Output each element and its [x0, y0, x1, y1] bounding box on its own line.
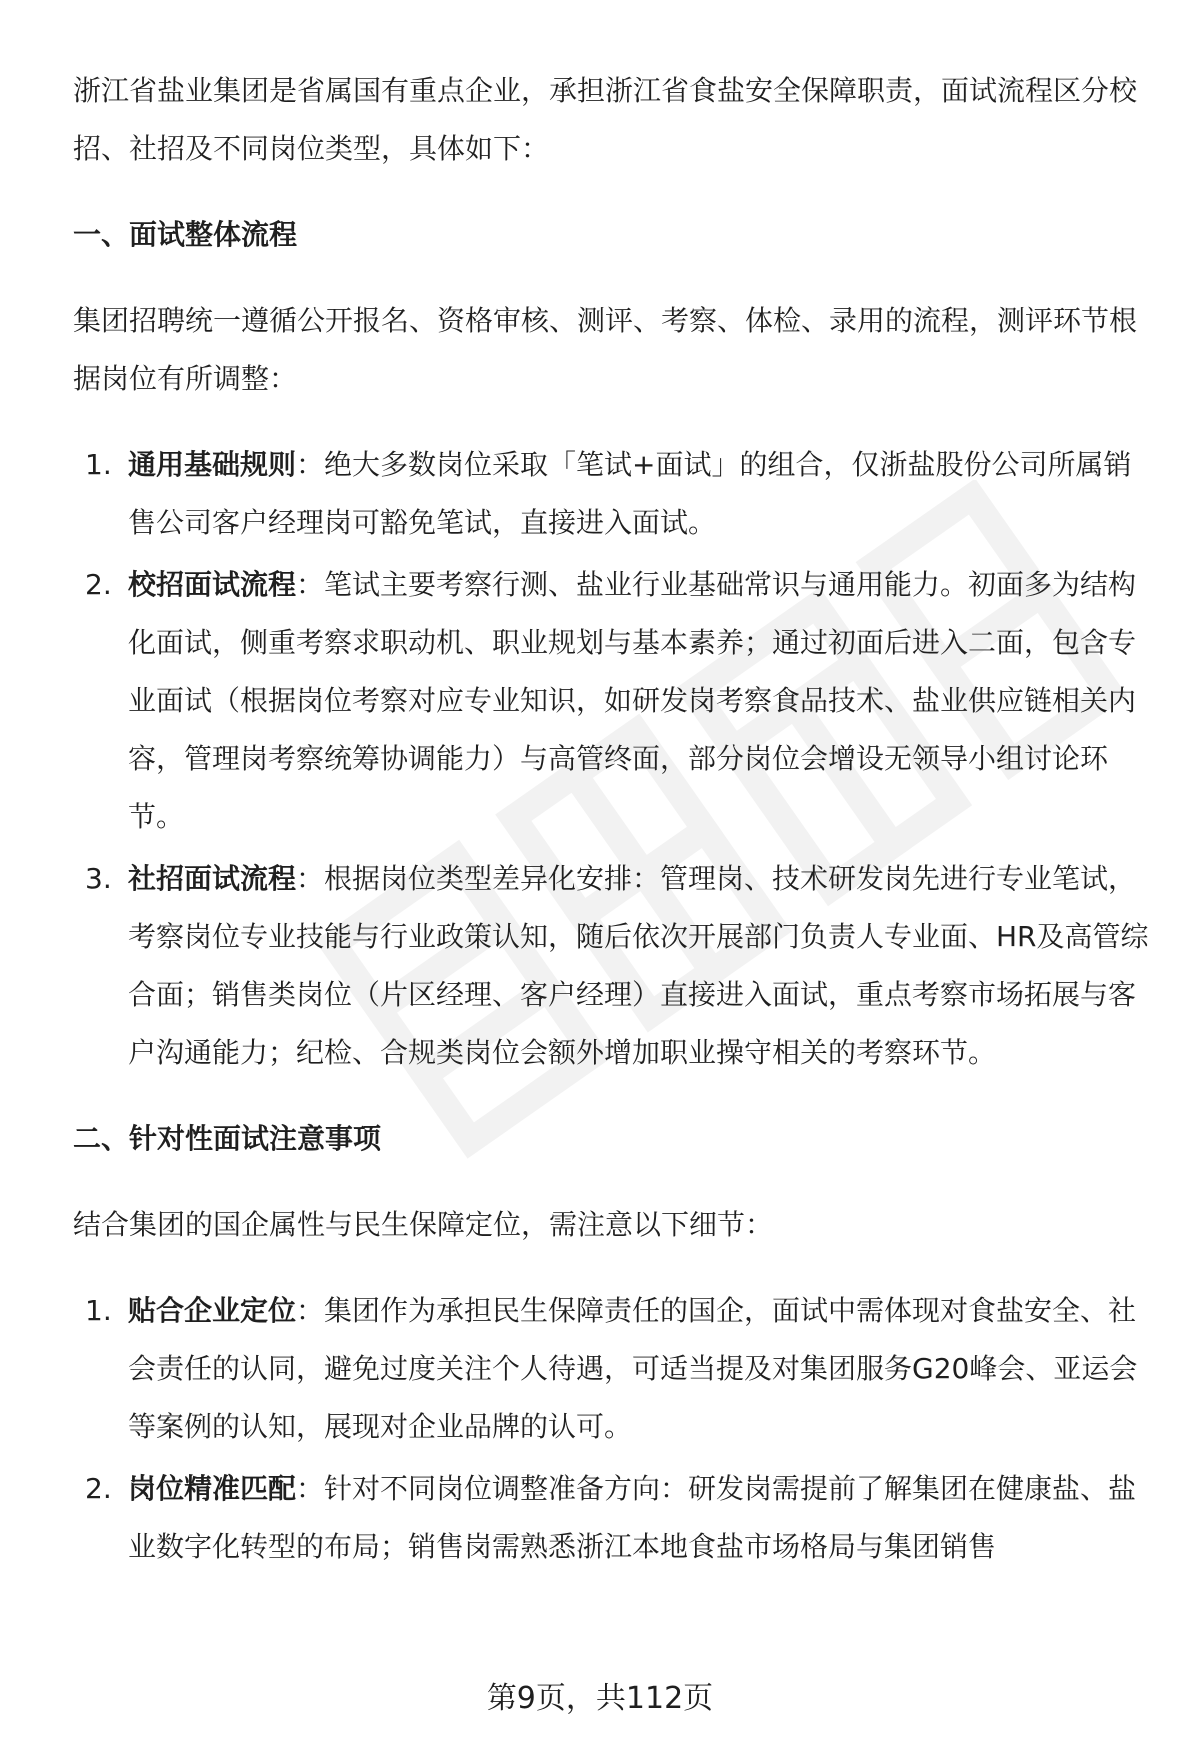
list-item	[73, 556, 1153, 846]
list-text: ：根据岗位类型差异化安排：管理岗、技术研发岗先进行专业笔试，考察岗位专业技能与行业政策认知，随后依次开展部门负责人专业面、HR及高管综合面；销售类岗位（片区经理、客户经理）直接进入面试，重点考察市场拓展与客户沟通能力；纪检、合规类岗位会额外增加职业操守相关的考察环节。	[128, 862, 1149, 1069]
list-term: 社招面试流程	[128, 862, 297, 895]
section1-list	[73, 436, 1153, 1082]
page-footer: 第9页，共112页	[0, 1675, 1200, 1723]
list-text: ：绝大多数岗位采取「笔试+面试」的组合，仅浙盐股份公司所属销售公司客户经理岗可豁免笔试，直接进入面试。	[128, 448, 1132, 539]
list-term: 通用基础规则	[128, 448, 297, 481]
section1-intro: 集团招聘统一遵循公开报名、资格审核、测评、考察、体检、录用的流程，测评环节根据岗位有所调整：	[73, 304, 1138, 395]
section2-heading: 二、针对性面试注意事项	[73, 1122, 382, 1155]
list-term: 校招面试流程	[128, 568, 297, 601]
document-page	[73, 62, 1153, 1604]
list-number: 2.	[85, 568, 112, 601]
list-text: ：针对不同岗位调整准备方向：研发岗需提前了解集团在健康盐、盐业数字化转型的布局；销售岗需熟悉浙江本地食盐市场格局与集团销售	[128, 1472, 1137, 1563]
list-number: 1.	[85, 1294, 112, 1327]
list-item	[73, 436, 1153, 552]
list-number: 2.	[85, 1472, 112, 1505]
list-item	[73, 850, 1153, 1082]
list-number: 1.	[85, 448, 112, 481]
list-item	[73, 1460, 1153, 1576]
section1-heading: 一、面试整体流程	[73, 218, 298, 251]
list-term: 贴合企业定位	[128, 1294, 297, 1327]
list-text: ：笔试主要考察行测、盐业行业基础常识与通用能力。初面多为结构化面试，侧重考察求职动机、职业规划与基本素养；通过初面后进入二面，包含专业面试（根据岗位考察对应专业知识，如研发岗考察食品技术、盐业供应链相关内容，管理岗考察统筹协调能力）与高管终面，部分岗位会增设无领导小组讨论环节。	[128, 568, 1137, 833]
section2-intro: 结合集团的国企属性与民生保障定位，需注意以下细节：	[73, 1208, 774, 1241]
list-text: ：集团作为承担民生保障责任的国企，面试中需体现对食盐安全、社会责任的认同，避免过度关注个人待遇，可适当提及对集团服务G20峰会、亚运会等案例的认知，展现对企业品牌的认可。	[128, 1294, 1138, 1443]
list-term: 岗位精准匹配	[128, 1472, 297, 1505]
list-number: 3.	[85, 862, 112, 895]
intro-paragraph: 浙江省盐业集团是省属国有重点企业，承担浙江省食盐安全保障职责，面试流程区分校招、社招及不同岗位类型，具体如下：	[73, 74, 1138, 165]
list-item	[73, 1282, 1153, 1456]
section2-list	[73, 1282, 1153, 1576]
